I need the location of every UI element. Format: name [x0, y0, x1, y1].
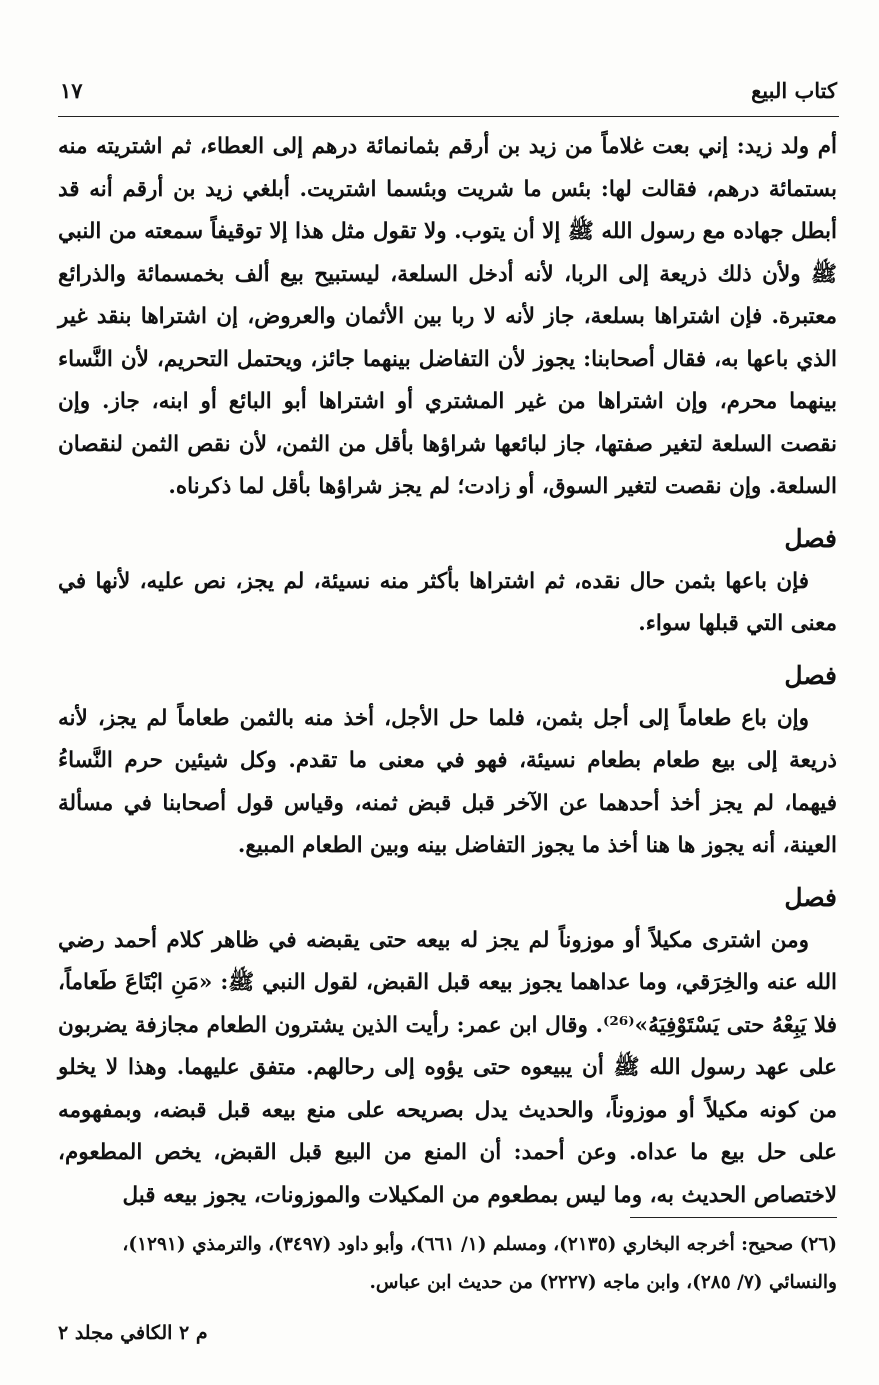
chapter-title: كتاب البيع	[751, 77, 837, 103]
footnotes	[58, 1226, 837, 1302]
running-header	[60, 70, 837, 110]
main-text	[58, 126, 837, 1217]
page-number: ١٧	[60, 77, 83, 103]
printer-signature: م ٢ الكافي مجلد ٢	[58, 1322, 208, 1344]
section-heading: فصل	[784, 660, 837, 690]
paragraph: فإن باعها بثمن حال نقده، ثم اشتراها بأكثر منه نسيئة، لم يجز، نص عليه، لأنها في معنى التي قبلها سواء.	[58, 568, 837, 636]
footnote-line: والنسائي (٧/ ٢٨٥)، وابن ماجه (٢٢٢٧) من حديث ابن عباس.	[369, 1272, 837, 1293]
paragraph: أم ولد زيد: إني بعت غلاماً من زيد بن أرقم بثمانمائة درهم إلى العطاء، ثم اشتريته منه بستمائة درهم، فقالت لها: بئس ما شريت وبئسما اشتريت. أبلغي زيد بن أرقم أنه قد أبطل جهاده مع رسول الله ﷺ إلا أن يتوب. ولا تقول مثل هذا إلا توقيفاً سمعته من النبي ﷺ ولأن ذلك ذريعة إلى الربا، لأنه أدخل السلعة، ليستبيح بيع ألف بخمسمائة والذرائع معتبرة. فإن اشتراها بسلعة، جاز لأنه لا ربا بين الأثمان والعروض، إن اشتراها بنقد غير الذي باعها به، فقال أصحابنا: يجوز لأن التفاضل بينهما جائز، ويحتمل التحريم، لأن النَّساء بينهما محرم، وإن اشتراها من غير المشتري أو اشتراها أبو البائع أو ابنه، جاز. وإن نقصت السلعة لتغير صفتها، جاز لبائعها شراؤها بأقل من الثمن، لأن نقص الثمن لنقصان السلعة. وإن نقصت لتغير السوق، أو زادت؛ لم يجز شراؤها بأقل لما ذكرناه.	[57, 134, 837, 499]
footnote-rule	[630, 1217, 837, 1218]
paragraph: وإن باع طعاماً إلى أجل بثمن، فلما حل الأجل، أخذ منه بالثمن طعاماً لم يجز، لأنه ذريعة إلى بيع طعام بطعام نسيئة، فهو في معنى ما تقدم. وكل شيئين حرم النَّساءُ فيهما، لم يجز أخذ أحدهما عن الآخر قبل قبض ثمنه، وقياس قول أصحابنا في مسألة العينة، أنه يجوز ها هنا أخذ ما يجوز التفاضل بينه وبين الطعام المبيع.	[58, 705, 837, 858]
section-heading: فصل	[784, 523, 837, 553]
section-heading: فصل	[784, 882, 837, 912]
paragraph: ومن اشترى مكيلاً أو موزوناً لم يجز له بيعه حتى يقبضه في ظاهر كلام أحمد رضي الله عنه والخِرَقي، وما عداهما يجوز بيعه قبل القبض، لقول النبي ﷺ: «مَنِ ابْتَاعَ طَعاماً، فلا يَبِعْهُ حتى يَسْتَوْفِيَهُ»⁽²⁶⁾. وقال ابن عمر: رأيت الذين يشترون الطعام مجازفة يضربون على عهد رسول الله ﷺ أن يبيعوه حتى يؤوه إلى رحالهم. متفق عليهما. وهذا لا يخلو من كونه مكيلاً أو موزوناً، والحديث يدل بصريحه على منع بيعه قبل قبضه، وبمفهومه على حل بيع ما عداه. وعن أحمد: أن المنع من البيع قبل القبض، يخص المطعوم، لاختصاص الحديث به، وما ليس بمطعوم من المكيلات والموزونات، يجوز بيعه قبل	[58, 927, 837, 1208]
footnote-line: (٢٦) صحيح: أخرجه البخاري (٢١٣٥)، ومسلم (١/ ٦٦١)، وأبو داود (٣٤٩٧)، والترمذي (١٢٩١)،	[122, 1234, 837, 1255]
header-rule	[58, 116, 839, 117]
